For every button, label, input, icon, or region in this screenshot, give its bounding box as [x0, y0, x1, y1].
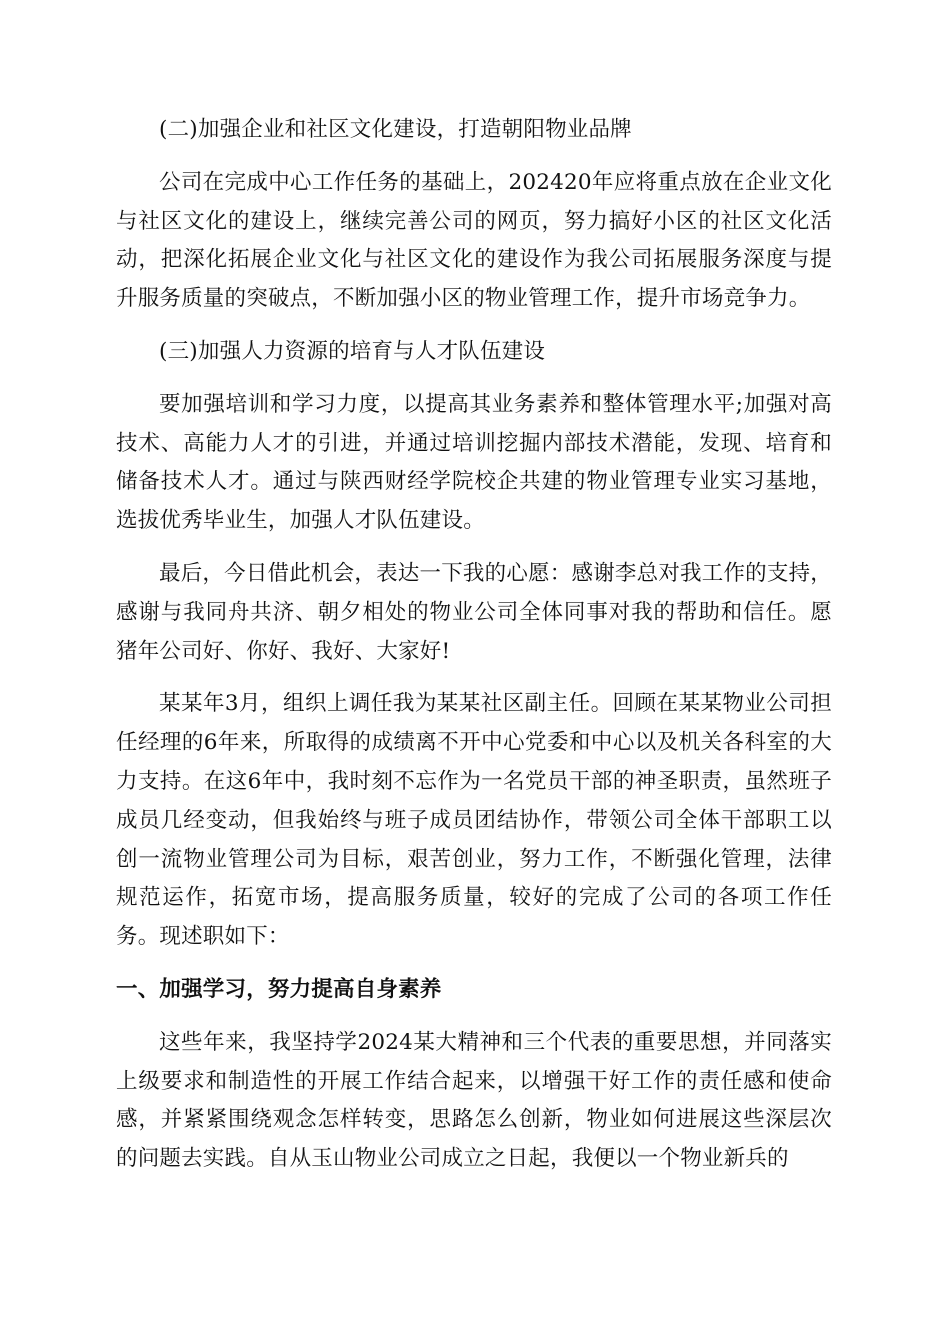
paragraph-work-review: 某某年3月，组织上调任我为某某社区副主任。回顾在某某物业公司担任经理的6年来，所取得的成绩离不开中心党委和中心以及机关各科室的大力支持。在这6年中，我时刻不忘作为一名党员干部的神圣职责，虽然班子成员几经变动，但我始终与班子成员团结协作，带领公司全体干部职工以创一流物业管理公司为目标，艰苦创业，努力工作，不断强化管理，法律规范运作，拓宽市场，提高服务质量，较好的完成了公司的各项工作任务。现述职如下： — [116, 691, 832, 950]
section-heading-study: 一、加强学习，努力提高自身素养 — [116, 976, 442, 1002]
section-subheading-culture: (二)加强企业和社区文化建设，打造朝阳物业品牌 — [159, 117, 632, 142]
section-subheading-talent: (三)加强人力资源的培育与人才队伍建设 — [159, 338, 546, 364]
document-body — [116, 111, 832, 1193]
paragraph-study: 这些年来，我坚持学2024某大精神和三个代表的重要思想，并同落实上级要求和制造性的开展工作结合起来，以增强干好工作的责任感和使命感，并紧紧围绕观念怎样转变，思路怎么创新，物业如何进展这些深层次的问题去实践。自从玉山物业公司成立之日起，我便以一个物业新兵的 — [116, 1029, 832, 1172]
paragraph-training: 要加强培训和学习力度，以提高其业务素养和整体管理水平;加强对高技术、高能力人才的引进，并通过培训挖掘内部技术潜能，发现、培育和储备技术人才。通过与陕西财经学院校企共建的物业管理专业实习基地，选拔优秀毕业生，加强人才队伍建设。 — [116, 391, 832, 534]
paragraph-culture-building: 公司在完成中心工作任务的基础上，202420年应将重点放在企业文化与社区文化的建设上，继续完善公司的网页，努力搞好小区的社区文化活动，把深化拓展企业文化与社区文化的建设作为我公司拓展服务深度与提升服务质量的突破点，不断加强小区的物业管理工作，提升市场竞争力。 — [116, 169, 832, 312]
paragraph-closing-wishes: 最后，今日借此机会，表达一下我的心愿：感谢李总对我工作的支持，感谢与我同舟共济、朝夕相处的物业公司全体同事对我的帮助和信任。愿猪年公司好、你好、我好、大家好! — [116, 560, 832, 664]
